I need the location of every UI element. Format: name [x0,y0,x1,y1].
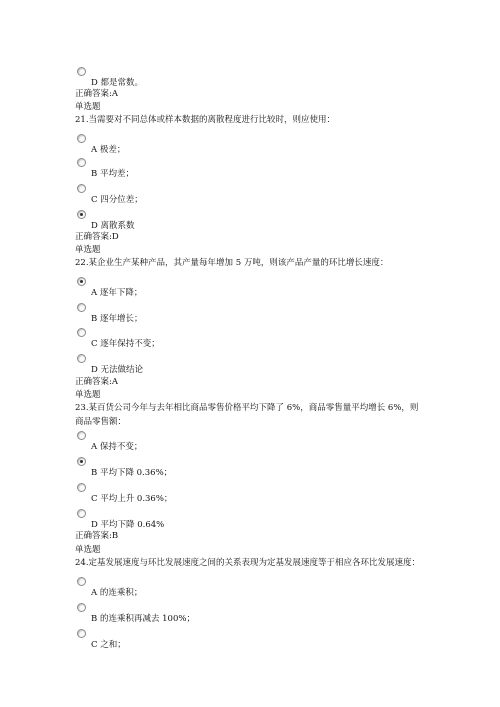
radio-button-icon[interactable] [77,67,86,76]
radio-button-checked-icon[interactable] [77,277,86,286]
radio-button-icon[interactable] [77,354,86,363]
question-type-q22: 单选题 [75,245,101,255]
radio-button-icon[interactable] [77,328,86,337]
radio-button-icon[interactable] [77,603,86,612]
answer-line-q23: 正确答案:B [75,531,119,541]
option-label: A 的连乘积； [91,588,143,598]
option-label: B 的连乘积再减去 100%； [91,614,195,624]
question-text-q23-line1: 23.某百货公司今年与去年相比商品零售价格平均下降了 6%，商品零售量平均增长 6%，则 [75,403,419,413]
option-label: C 四分位差； [91,195,143,205]
radio-button-icon[interactable] [77,629,86,638]
radio-button-icon[interactable] [77,303,86,312]
radio-button-icon[interactable] [77,483,86,492]
question-text-q22: 22.某企业生产某种产品，其产量每年增加 5 万吨，则该产品产量的环比增长速度： [75,258,389,268]
question-text-q24: 24.定基发展速度与环比发展速度之间的关系表现为定基发展速度等于相应各环比发展速度： [75,558,421,568]
radio-button-icon[interactable] [77,509,86,518]
radio-button-icon[interactable] [77,184,86,193]
radio-button-icon[interactable] [77,158,86,167]
option-label: D 都是常数。 [91,78,144,88]
answer-line-q20: 正确答案:A [75,89,119,99]
radio-button-icon[interactable] [77,431,86,440]
radio-button-icon[interactable] [77,577,86,586]
option-label: D 平均下降 0.64% [91,520,165,530]
question-type-q24: 单选题 [75,545,101,555]
option-label: B 平均下降 0.36%； [91,468,173,478]
option-label: A 保持不变； [91,442,143,452]
question-text-q21: 21.当需要对不同总体或样本数据的离散程度进行比较时，则应使用： [75,115,336,125]
question-type-q23: 单选题 [75,390,101,400]
radio-button-checked-icon[interactable] [77,457,86,466]
answer-line-q22: 正确答案:A [75,377,119,387]
option-label: D 离散系数 [91,221,135,231]
option-label: B 平均差； [91,169,134,179]
option-label: C 平均上升 0.36%； [91,494,173,504]
option-label: A 极差； [91,145,126,155]
option-label: A 逐年下降； [91,288,143,298]
option-label: B 逐年增长； [91,314,143,324]
question-text-q23-line2: 商品零售额： [75,417,127,427]
question-type-q21: 单选题 [75,102,101,112]
radio-button-icon[interactable] [77,134,86,143]
option-label: C 逐年保持不变； [91,339,160,349]
radio-button-checked-icon[interactable] [77,210,86,219]
option-label: C 之和； [91,640,126,650]
answer-line-q21: 正确答案:D [75,232,119,242]
option-label: D 无法做结论 [91,365,144,375]
